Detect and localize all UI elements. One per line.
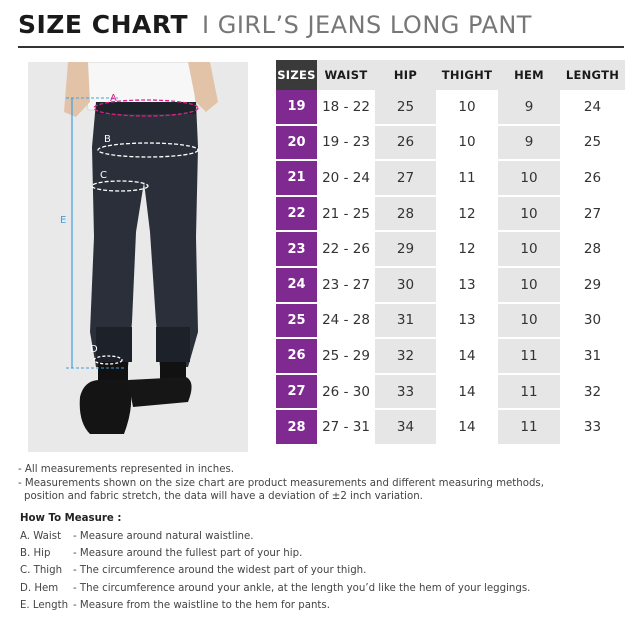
notes: [18, 463, 628, 504]
value-cell: 27: [560, 197, 625, 233]
value-cell: 34: [375, 410, 436, 446]
value-cell: 10: [498, 304, 560, 340]
table-row: [276, 410, 625, 446]
value-cell: 25 - 29: [317, 339, 375, 375]
value-cell: 25: [375, 90, 436, 126]
size-cell: 27: [276, 375, 317, 411]
note-line: - All measurements represented in inches.: [18, 464, 235, 475]
howto-desc: - Measure from the waistline to the hem for pants.: [73, 599, 330, 611]
value-cell: 25: [560, 126, 625, 162]
header-cell: THIGHT: [441, 68, 493, 82]
value-cell: 10: [498, 197, 560, 233]
value-cell: 14: [436, 339, 498, 375]
howto-desc: - The circumference around the widest part of your thigh.: [73, 565, 367, 577]
page-title: SIZE CHART: [18, 10, 189, 39]
howto-item: [20, 597, 630, 614]
howto-item: [20, 528, 630, 545]
marker-a: A: [110, 93, 117, 104]
marker-c: C: [100, 170, 107, 181]
value-cell: 29: [375, 232, 436, 268]
value-cell: 10: [436, 90, 498, 126]
value-cell: 12: [436, 197, 498, 233]
value-cell: 23 - 27: [317, 268, 375, 304]
table-row: [276, 339, 625, 375]
size-cell: 28: [276, 410, 317, 446]
marker-e: E: [60, 215, 67, 226]
size-cell: 19: [276, 90, 317, 126]
header-divider: [18, 46, 624, 48]
size-cell: 23: [276, 232, 317, 268]
value-cell: 10: [498, 268, 560, 304]
value-cell: 13: [436, 304, 498, 340]
value-cell: 11: [498, 410, 560, 446]
size-cell: 26: [276, 339, 317, 375]
value-cell: 9: [498, 126, 560, 162]
value-cell: 26: [375, 126, 436, 162]
value-cell: 11: [498, 339, 560, 375]
value-cell: 31: [375, 304, 436, 340]
howto-label: B. Hip: [20, 548, 51, 560]
value-cell: 28: [560, 232, 625, 268]
size-cell: 24: [276, 268, 317, 304]
value-cell: 32: [560, 375, 625, 411]
value-cell: 14: [436, 375, 498, 411]
value-cell: 14: [436, 410, 498, 446]
header-cell: HEM: [514, 68, 544, 82]
note-line: - Measurements shown on the size chart are product measurements and different measuring methods,: [18, 477, 544, 489]
note-line: position and fabric stretch, the data will have a deviation of ±2 inch variation.: [24, 491, 423, 502]
howto-desc: - Measure around natural waistline.: [73, 531, 254, 543]
value-cell: 28: [375, 197, 436, 233]
value-cell: 11: [436, 161, 498, 197]
value-cell: 10: [498, 232, 560, 268]
value-cell: 9: [498, 90, 560, 126]
value-cell: 26 - 30: [317, 375, 375, 411]
howto-title: How To Measure :: [20, 513, 122, 524]
table-row: [276, 90, 625, 126]
table-row: [276, 375, 625, 411]
table-row: [276, 304, 625, 340]
header-cell: SIZES: [276, 60, 317, 90]
value-cell: 32: [375, 339, 436, 375]
howto-label: D. Hem: [20, 582, 59, 594]
value-cell: 11: [498, 375, 560, 411]
value-cell: 22 - 26: [317, 232, 375, 268]
marker-b: B: [104, 134, 111, 145]
value-cell: 30: [560, 304, 625, 340]
table-body: [276, 90, 625, 446]
value-cell: 12: [436, 232, 498, 268]
value-cell: 33: [375, 375, 436, 411]
howto-list: [20, 528, 630, 614]
value-cell: 30: [375, 268, 436, 304]
table-row: [276, 126, 625, 162]
value-cell: 31: [560, 339, 625, 375]
header-cell: HIP: [393, 68, 418, 82]
howto-label: A. Waist: [20, 531, 62, 543]
table-row: [276, 268, 625, 304]
table-row: [276, 197, 625, 233]
value-cell: 19 - 23: [317, 126, 375, 162]
value-cell: 24: [560, 90, 625, 126]
model-photo: [28, 62, 248, 452]
size-cell: 22: [276, 197, 317, 233]
value-cell: 33: [560, 410, 625, 446]
value-cell: 10: [436, 126, 498, 162]
value-cell: 18 - 22: [317, 90, 375, 126]
howto-label: C. Thigh: [20, 565, 63, 577]
marker-d: D: [90, 344, 98, 355]
table-row: [276, 161, 625, 197]
howto-label: E. Length: [20, 599, 69, 611]
pants-illustration: [28, 62, 248, 452]
value-cell: 24 - 28: [317, 304, 375, 340]
value-cell: 29: [560, 268, 625, 304]
header-cell: LENGTH: [565, 68, 620, 82]
size-table: [276, 60, 625, 446]
page-header: [18, 10, 532, 44]
value-cell: 13: [436, 268, 498, 304]
value-cell: 27 - 31: [317, 410, 375, 446]
value-cell: 21 - 25: [317, 197, 375, 233]
howto-item: [20, 545, 630, 562]
value-cell: 10: [498, 161, 560, 197]
page-subtitle: I GIRL’S JEANS LONG PANT: [202, 11, 532, 39]
size-cell: 21: [276, 161, 317, 197]
table-header: [276, 60, 625, 90]
howto-item: [20, 562, 630, 579]
value-cell: 20 - 24: [317, 161, 375, 197]
header-cell: WAIST: [324, 68, 368, 82]
size-cell: 20: [276, 126, 317, 162]
value-cell: 27: [375, 161, 436, 197]
howto-item: [20, 580, 630, 597]
value-cell: 26: [560, 161, 625, 197]
howto-desc: - Measure around the fullest part of your hip.: [73, 548, 303, 560]
howto-desc: - The circumference around your ankle, at the length you’d like the hem of your leggings.: [73, 582, 531, 594]
table-row: [276, 232, 625, 268]
size-cell: 25: [276, 304, 317, 340]
